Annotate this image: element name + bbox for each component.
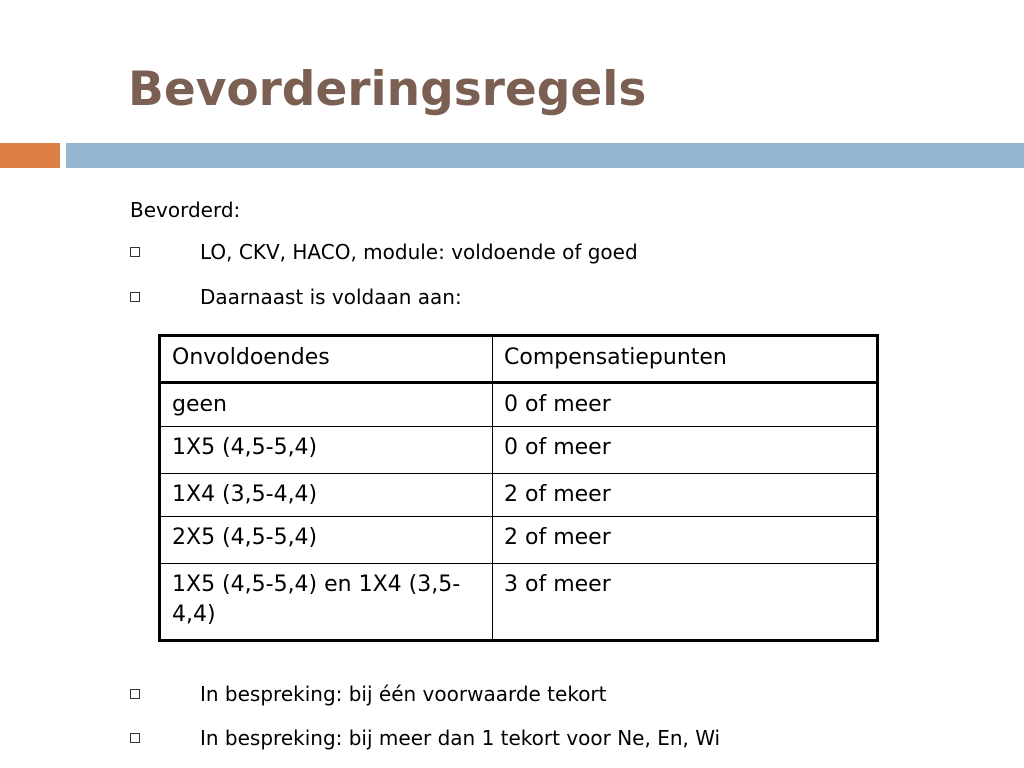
table-header-cell: Onvoldoendes [160,336,493,383]
table-cell: 0 of meer [493,427,878,474]
table-cell: 3 of meer [493,564,878,641]
table-row [160,383,878,427]
bullet-text: Daarnaast is voldaan aan: [200,285,462,309]
bullet-text: In bespreking: bij meer dan 1 tekort voor Ne, En, Wi [200,726,721,750]
table-cell: 2 of meer [493,517,878,564]
hollow-square-icon [130,733,140,743]
table-row [160,564,878,641]
table-row [160,474,878,517]
bullet-text: In bespreking: bij één voorwaarde tekort [200,682,607,706]
bullet-text: LO, CKV, HACO, module: voldoende of goed [200,240,638,264]
promotion-rules-table [158,334,879,642]
table-cell: 2X5 (4,5-5,4) [160,517,493,564]
table-cell: 1X5 (4,5-5,4) en 1X4 (3,5-4,4) [160,564,493,641]
table-cell: 1X4 (3,5-4,4) [160,474,493,517]
table-cell: geen [160,383,493,427]
table-cell: 1X5 (4,5-5,4) [160,427,493,474]
table-header-row [160,336,878,383]
intro-text: Bevorderd: [130,198,241,222]
hollow-square-icon [130,689,140,699]
table-row [160,427,878,474]
slide-title: Bevorderingsregels [128,62,647,117]
table-header-cell: Compensatiepunten [493,336,878,383]
table-cell: 2 of meer [493,474,878,517]
accent-bar-orange [0,143,60,168]
accent-bar-blue [66,143,1024,168]
hollow-square-icon [130,247,140,257]
table-cell: 0 of meer [493,383,878,427]
table-row [160,517,878,564]
hollow-square-icon [130,292,140,302]
